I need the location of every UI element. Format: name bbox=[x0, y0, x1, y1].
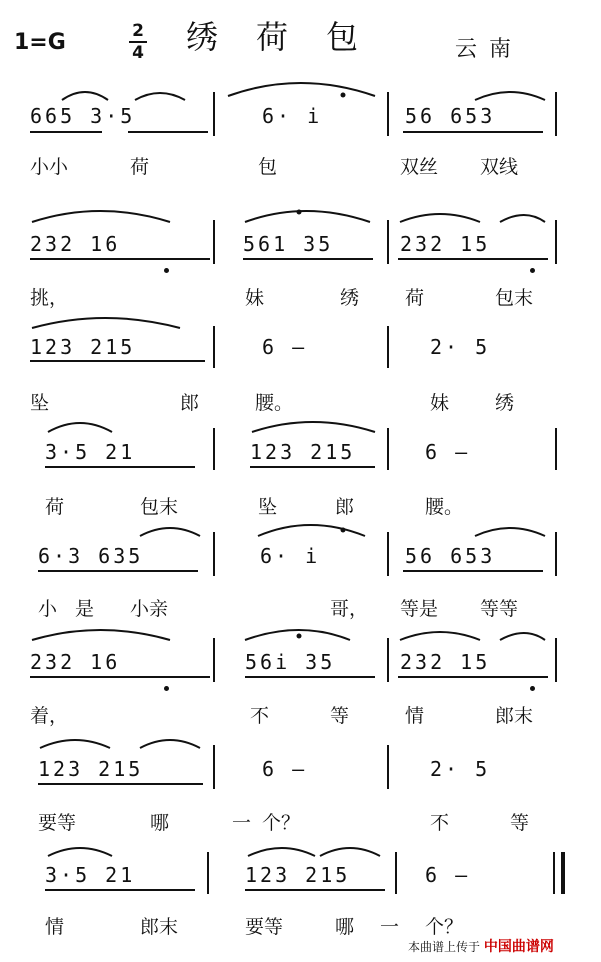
measure-7-1: 123 215 bbox=[38, 757, 144, 781]
high-octave-dot bbox=[341, 93, 346, 98]
lyric: 挑， bbox=[30, 287, 69, 309]
slur bbox=[135, 93, 185, 100]
measure-7-3: 2· 5 bbox=[430, 757, 491, 781]
measure-2-1: 232 16 bbox=[30, 232, 121, 256]
slur bbox=[475, 92, 545, 100]
lyric: 要等 bbox=[245, 916, 284, 938]
phrase-arc bbox=[245, 211, 370, 222]
high-octave-dot bbox=[297, 634, 302, 639]
slur bbox=[320, 848, 380, 856]
lyric: 绣 bbox=[495, 392, 515, 414]
lyric: 荷 bbox=[405, 287, 425, 309]
lyric: 不 bbox=[250, 705, 270, 727]
measure-5-1: 6·3 635 bbox=[38, 544, 144, 568]
lyric: 一 bbox=[380, 916, 400, 938]
lyric: 小 bbox=[38, 598, 58, 620]
measure-7-2: 6 — bbox=[262, 757, 308, 781]
lyric: 个？ bbox=[425, 916, 464, 938]
lyric: 等等 bbox=[480, 598, 519, 620]
phrase-arc bbox=[32, 211, 170, 222]
lyric: 郎末 bbox=[495, 705, 534, 727]
slur bbox=[48, 423, 112, 432]
measure-5-3: 56 653 bbox=[405, 544, 496, 568]
lyric: 郎 bbox=[180, 392, 200, 414]
slur bbox=[32, 630, 170, 640]
footer-text: 本曲谱上传于 bbox=[408, 940, 481, 954]
measure-4-3: 6 — bbox=[425, 440, 471, 464]
measure-1-2: 6· i bbox=[262, 104, 323, 128]
measure-5-2: 6· i bbox=[260, 544, 321, 568]
lyric: 郎 bbox=[335, 496, 355, 518]
measure-6-3: 232 15 bbox=[400, 650, 491, 674]
measure-8-2: 123 215 bbox=[245, 863, 351, 887]
song-region: 云南 bbox=[455, 37, 524, 62]
slur bbox=[475, 528, 545, 536]
measure-8-3: 6 — bbox=[425, 863, 471, 887]
slur bbox=[252, 422, 375, 432]
slur bbox=[500, 215, 545, 222]
meter-top: 2 bbox=[132, 21, 144, 41]
slur bbox=[400, 214, 480, 222]
song-title: 绣荷包 bbox=[186, 18, 397, 56]
lyric: 个？ bbox=[262, 812, 301, 834]
key-signature: 1=G bbox=[14, 30, 66, 55]
lyric: 情 bbox=[405, 705, 425, 727]
measure-6-1: 232 16 bbox=[30, 650, 121, 674]
measure-3-3: 2· 5 bbox=[430, 335, 491, 359]
lyric: 一 bbox=[232, 812, 252, 834]
measure-2-2: 561 35 bbox=[243, 232, 334, 256]
slur bbox=[500, 633, 545, 640]
lyric: 坠 bbox=[258, 496, 278, 518]
lyric: 妹 bbox=[245, 287, 265, 309]
lyric: 小亲 bbox=[130, 598, 169, 620]
lyric: 包末 bbox=[140, 496, 179, 518]
measure-3-2: 6 — bbox=[262, 335, 308, 359]
lyric: 双线 bbox=[480, 156, 519, 178]
lyric: 情 bbox=[45, 916, 65, 938]
measure-3-1: 123 215 bbox=[30, 335, 136, 359]
high-octave-dot bbox=[297, 210, 302, 215]
lyric: 双丝 bbox=[400, 156, 439, 178]
phrase-arc bbox=[228, 83, 375, 96]
slur bbox=[140, 740, 200, 748]
slur bbox=[248, 848, 315, 856]
lyric: 哪 bbox=[335, 916, 355, 938]
phrase-arc bbox=[32, 318, 180, 328]
slur bbox=[400, 632, 480, 640]
measure-4-1: 3·5 21 bbox=[45, 440, 136, 464]
lyric: 包末 bbox=[495, 287, 534, 309]
measure-4-2: 123 215 bbox=[250, 440, 356, 464]
lyric: 哪 bbox=[150, 812, 170, 834]
lyric: 荷 bbox=[130, 156, 150, 178]
lyric: 着， bbox=[30, 705, 69, 727]
lyric: 哥， bbox=[330, 598, 369, 620]
lyric: 等 bbox=[510, 812, 530, 834]
slur bbox=[140, 528, 200, 536]
lyric: 要等 bbox=[38, 812, 77, 834]
lyric: 荷 bbox=[45, 496, 65, 518]
slur bbox=[40, 740, 110, 748]
measure-2-3: 232 15 bbox=[400, 232, 491, 256]
lyric: 小小 bbox=[30, 156, 69, 178]
site-logo[interactable]: 中国曲谱网 bbox=[483, 939, 554, 955]
lyric: 腰。 bbox=[255, 392, 294, 414]
measure-1-3: 56 653 bbox=[405, 104, 496, 128]
lyric: 腰。 bbox=[425, 496, 464, 518]
phrase-arc bbox=[258, 525, 365, 536]
meter-bottom: 4 bbox=[132, 43, 144, 63]
slur bbox=[62, 92, 108, 100]
lyric: 不 bbox=[430, 812, 450, 834]
slur bbox=[48, 848, 112, 856]
lyric: 包 bbox=[258, 156, 278, 178]
measure-1-1: 665 3·5 bbox=[30, 104, 136, 128]
lyric: 是 bbox=[75, 598, 95, 620]
lyric: 郎末 bbox=[140, 916, 179, 938]
lyric: 妹 bbox=[430, 392, 450, 414]
lyric: 坠 bbox=[30, 392, 50, 414]
lyric: 绣 bbox=[340, 287, 360, 309]
measure-6-2: 56i 35 bbox=[245, 650, 336, 674]
lyric: 等 bbox=[330, 705, 350, 727]
high-octave-dot bbox=[341, 528, 346, 533]
lyric: 等是 bbox=[400, 598, 439, 620]
measure-8-1: 3·5 21 bbox=[45, 863, 136, 887]
footer-credit bbox=[408, 936, 554, 956]
